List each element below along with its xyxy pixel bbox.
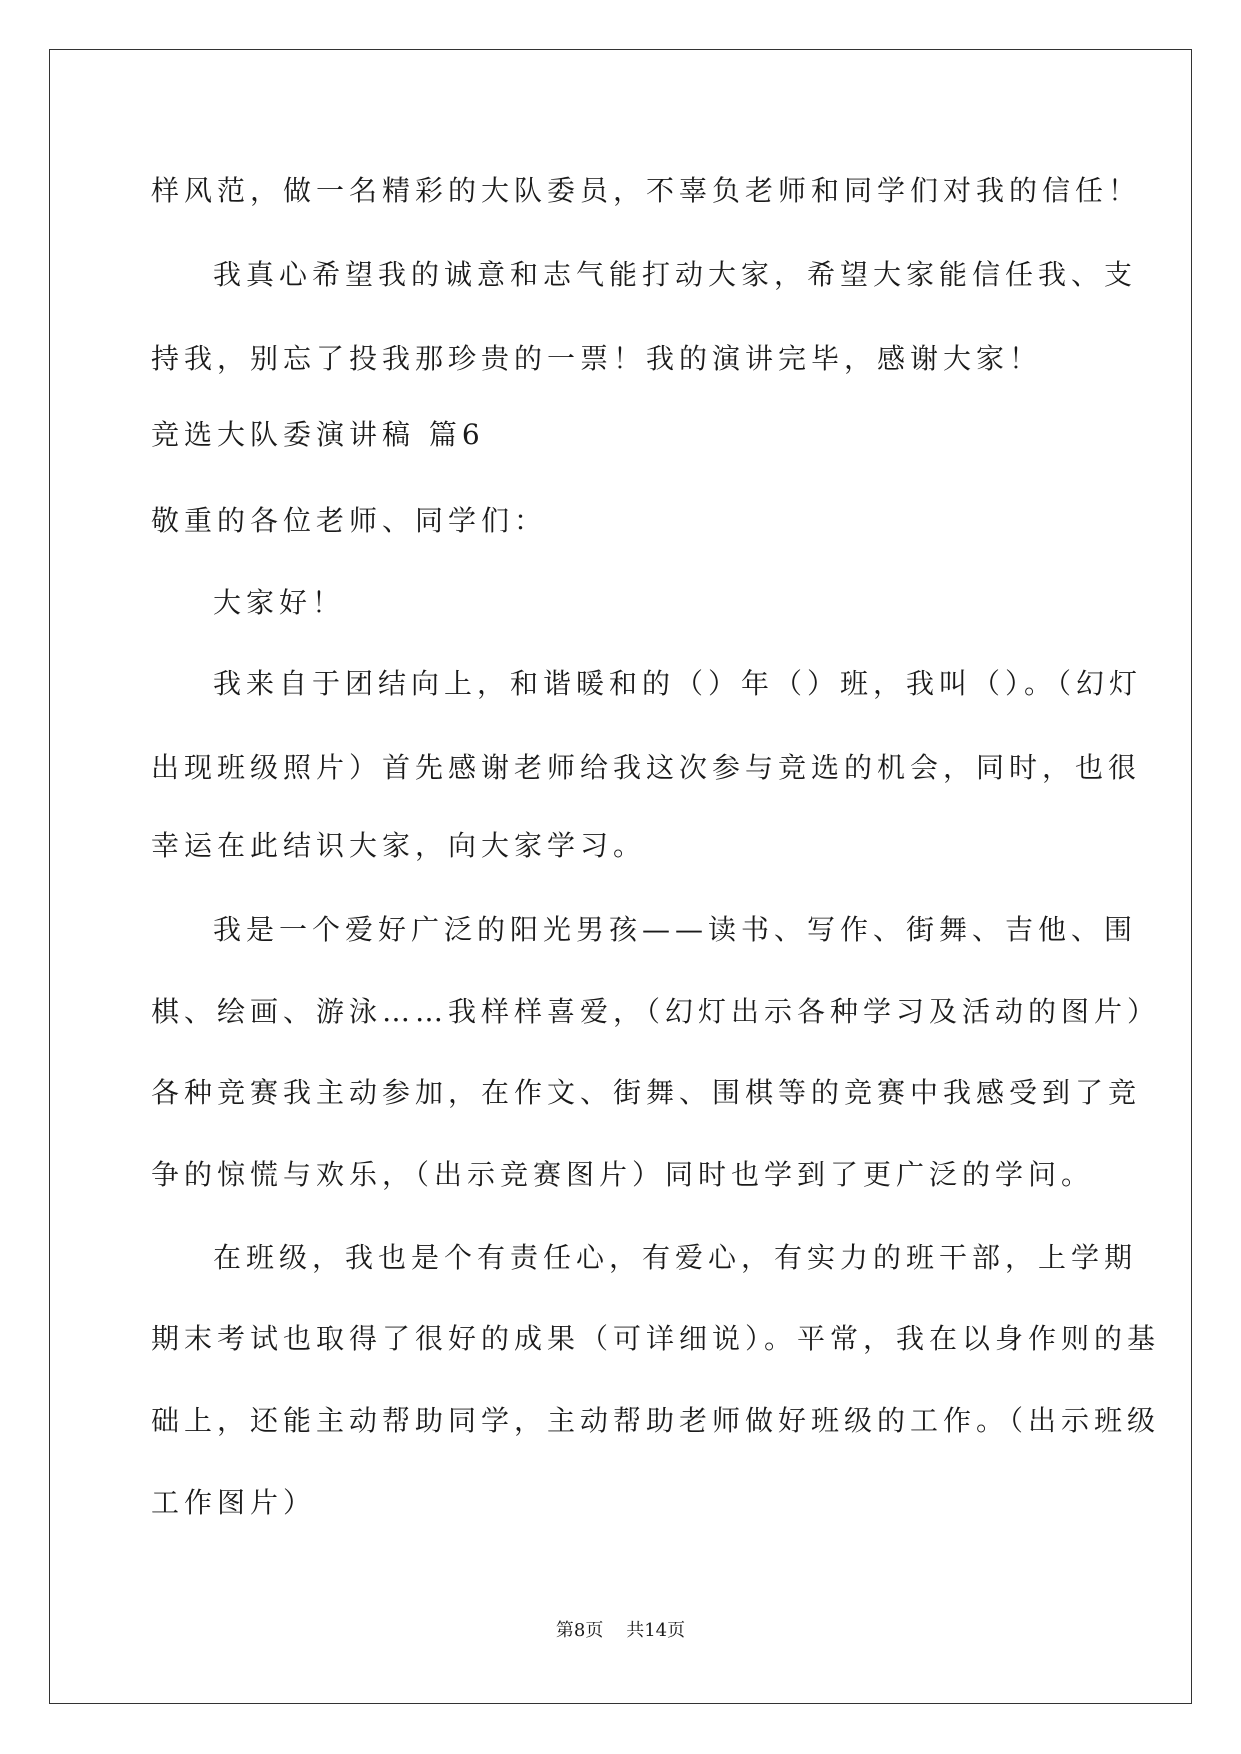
body-text-line: 争的惊慌与欢乐，（出示竞赛图片）同时也学到了更广泛的学问。 xyxy=(151,1158,1095,1191)
body-text-line: 础上，还能主动帮助同学，主动帮助老师做好班级的工作。（出示班级 xyxy=(151,1404,1161,1437)
body-text-line: 我是一个爱好广泛的阳光男孩——读书、写作、街舞、吉他、围 xyxy=(213,913,1138,946)
body-text-line: 各种竞赛我主动参加，在作文、街舞、围棋等的竞赛中我感受到了竞 xyxy=(151,1076,1142,1109)
body-text-line: 样风范，做一名精彩的大队委员，不辜负老师和同学们对我的信任！ xyxy=(151,174,1142,207)
body-text-line: 出现班级照片）首先感谢老师给我这次参与竞选的机会，同时，也很 xyxy=(151,751,1142,784)
body-text-line: 在班级，我也是个有责任心，有爱心，有实力的班干部，上学期 xyxy=(213,1241,1138,1274)
body-text-line: 期末考试也取得了很好的成果（可详细说）。平常，我在以身作则的基 xyxy=(151,1322,1161,1355)
body-text-line: 工作图片） xyxy=(151,1486,317,1519)
page-frame xyxy=(49,49,1192,1704)
section-heading: 竞选大队委演讲稿 篇6 xyxy=(151,418,485,451)
greeting: 大家好！ xyxy=(213,586,346,619)
body-text-line: 幸运在此结识大家，向大家学习。 xyxy=(151,829,647,862)
body-text-line: 我来自于团结向上，和谐暖和的（）年（）班，我叫（）。（幻灯 xyxy=(213,667,1143,700)
body-text-line: 棋、绘画、游泳……我样样喜爱，（幻灯出示各种学习及活动的图片） xyxy=(151,995,1161,1028)
page-number-footer: 第8页 共14页 xyxy=(555,1620,686,1641)
body-text-line: 持我，别忘了投我那珍贵的一票！我的演讲完毕，感谢大家！ xyxy=(151,342,1043,375)
body-text-line: 我真心希望我的诚意和志气能打动大家，希望大家能信任我、支 xyxy=(213,258,1138,291)
salutation: 敬重的各位老师、同学们： xyxy=(151,504,548,537)
